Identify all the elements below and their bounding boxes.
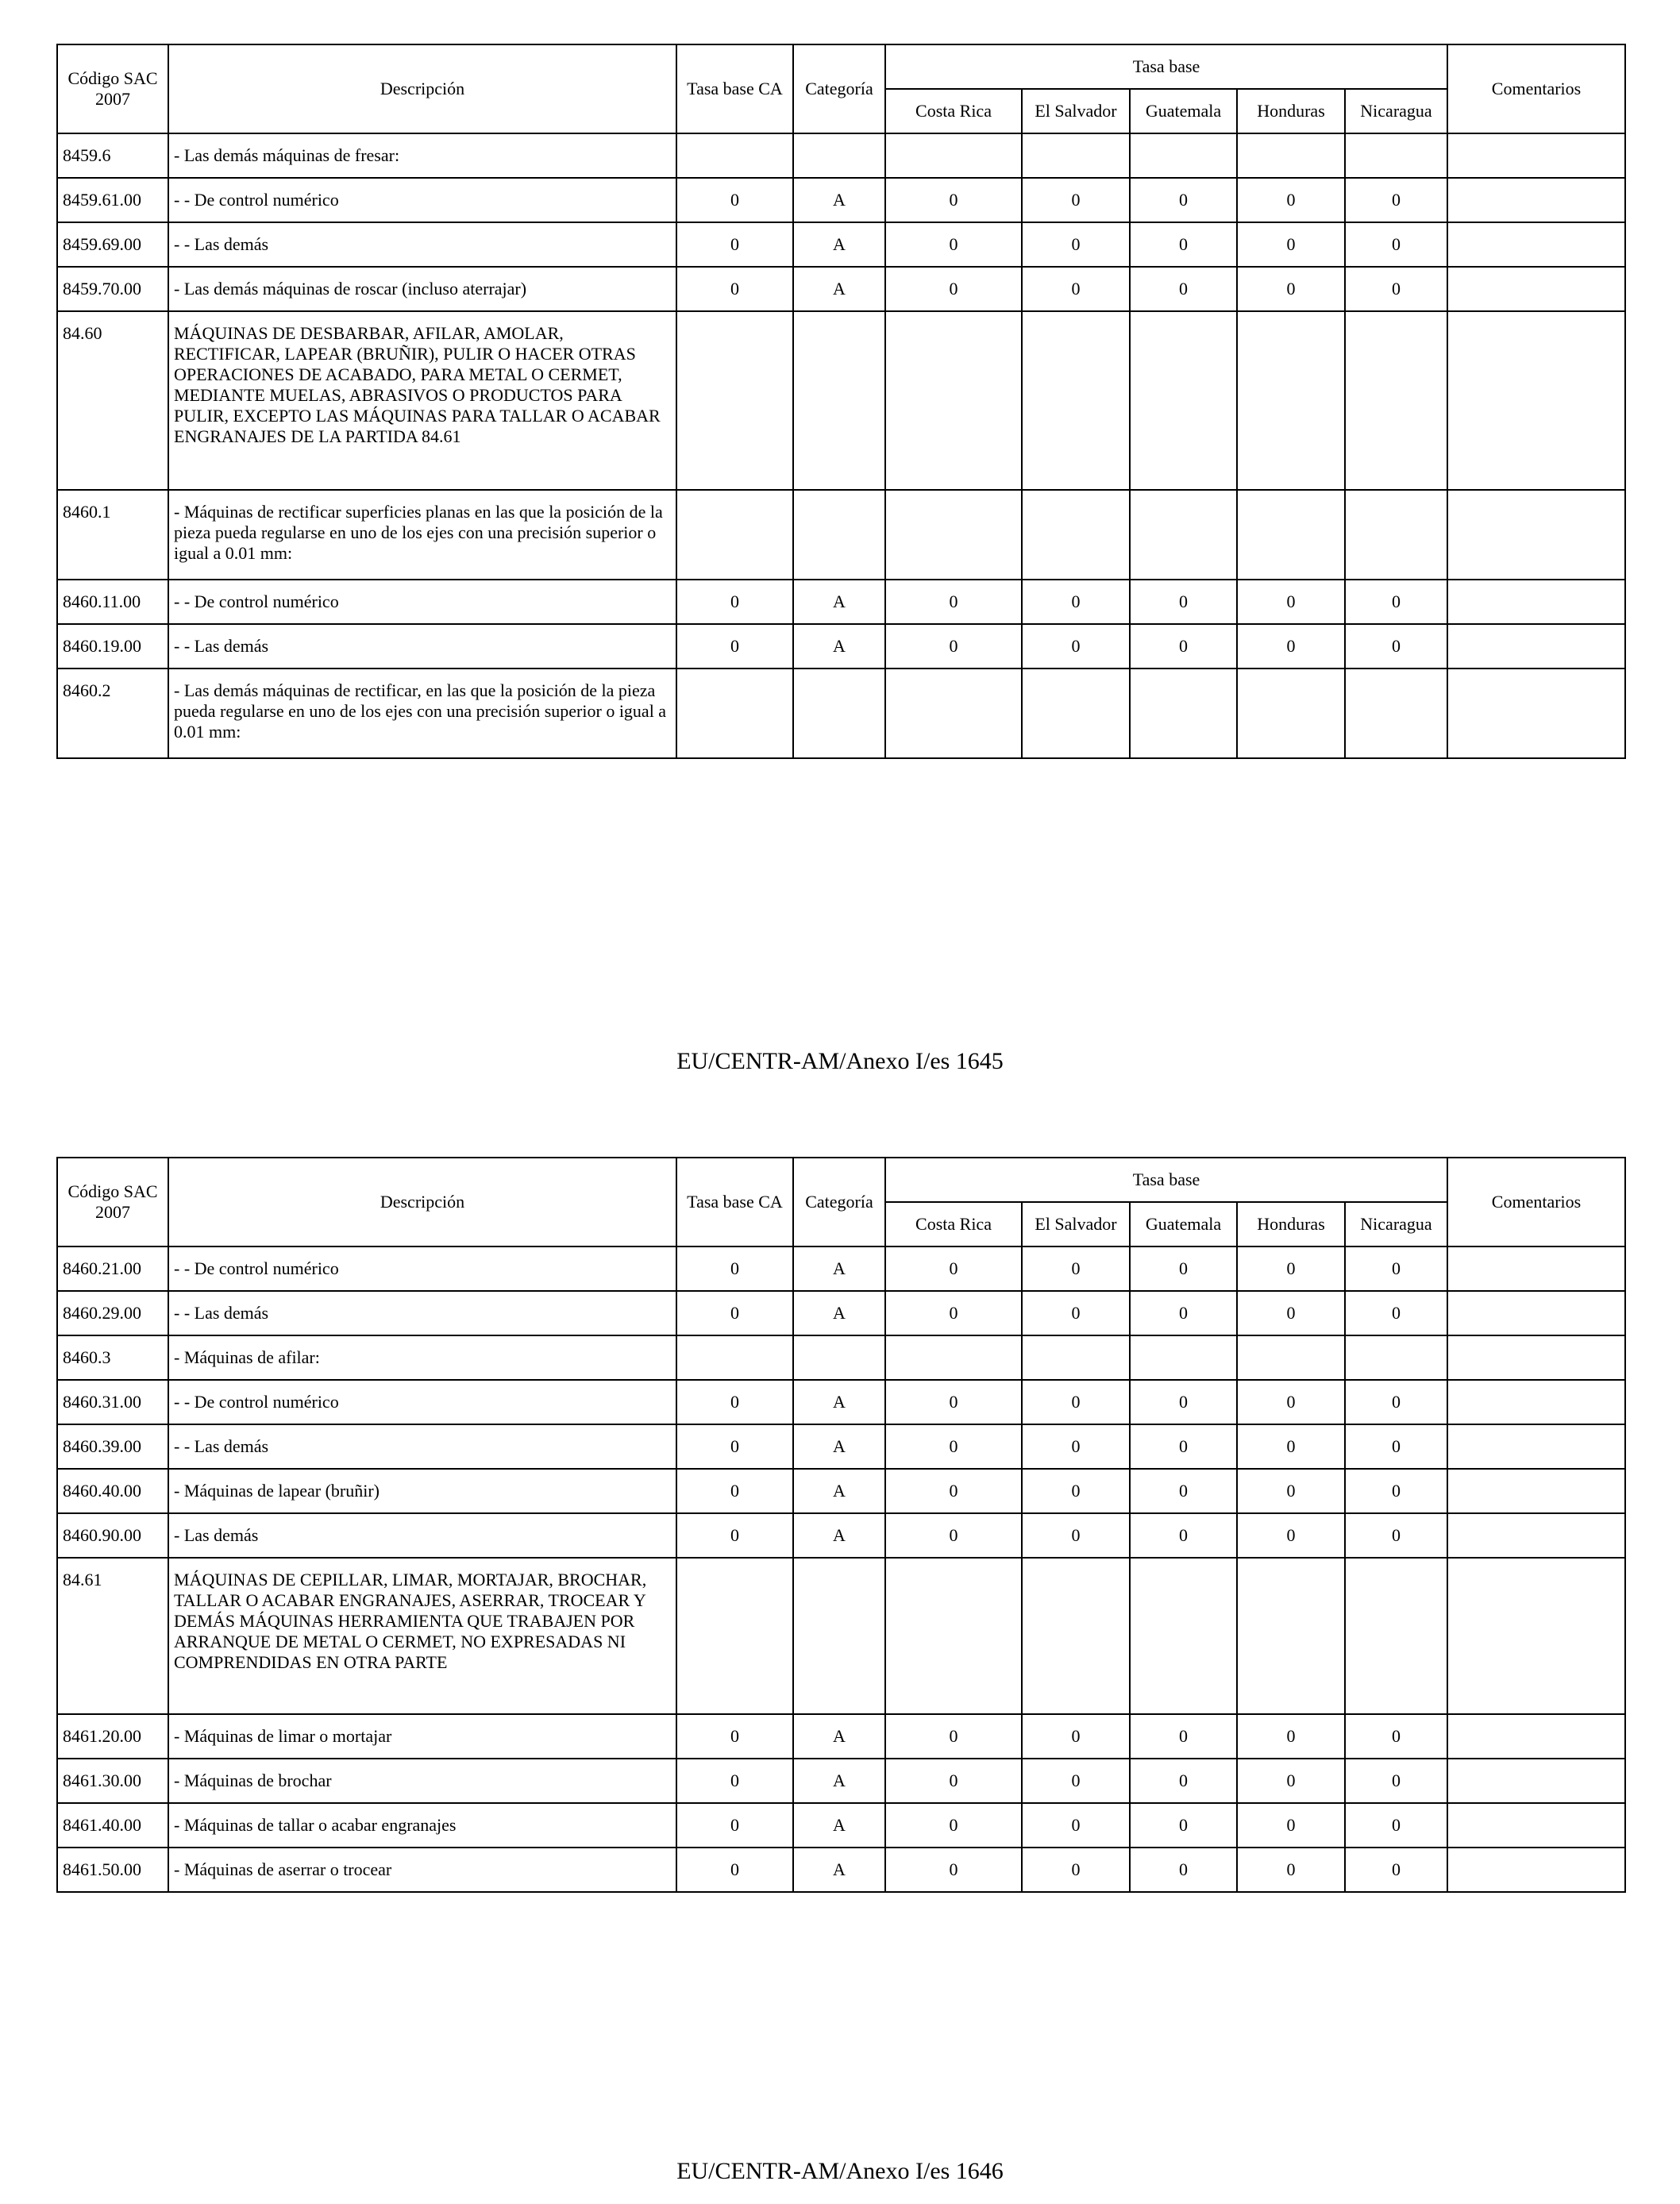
row-base-rate-ca: 0 xyxy=(676,1291,793,1335)
row-code: 8460.1 xyxy=(57,490,168,580)
row-category: A xyxy=(793,1513,885,1558)
row-comments xyxy=(1447,1246,1625,1291)
row-base-rate-ca: 0 xyxy=(676,178,793,222)
row-honduras: 0 xyxy=(1237,1380,1345,1424)
row-description: - Las demás máquinas de fresar: xyxy=(168,133,676,178)
row-el-salvador xyxy=(1022,669,1130,758)
header-base-rate-ca: Tasa base CA xyxy=(676,1158,793,1246)
row-category: A xyxy=(793,1469,885,1513)
row-base-rate-ca xyxy=(676,311,793,490)
row-guatemala xyxy=(1130,1335,1237,1380)
row-el-salvador: 0 xyxy=(1022,178,1130,222)
header-costa-rica: Costa Rica xyxy=(885,1202,1022,1246)
row-honduras xyxy=(1237,669,1345,758)
row-el-salvador xyxy=(1022,490,1130,580)
header-category: Categoría xyxy=(793,1158,885,1246)
row-comments xyxy=(1447,1424,1625,1469)
row-costa-rica: 0 xyxy=(885,1469,1022,1513)
table-row xyxy=(57,1759,1625,1803)
row-base-rate-ca: 0 xyxy=(676,1759,793,1803)
row-costa-rica xyxy=(885,669,1022,758)
row-base-rate-ca: 0 xyxy=(676,1513,793,1558)
row-description: - - Las demás xyxy=(168,222,676,267)
row-description: - Máquinas de afilar: xyxy=(168,1335,676,1380)
row-honduras xyxy=(1237,311,1345,490)
header-honduras: Honduras xyxy=(1237,89,1345,133)
row-costa-rica: 0 xyxy=(885,1803,1022,1848)
row-base-rate-ca: 0 xyxy=(676,1848,793,1892)
row-description: - Máquinas de limar o mortajar xyxy=(168,1714,676,1759)
header-guatemala: Guatemala xyxy=(1130,89,1237,133)
row-comments xyxy=(1447,1380,1625,1424)
row-honduras: 0 xyxy=(1237,1246,1345,1291)
row-costa-rica xyxy=(885,1335,1022,1380)
header-el-salvador: El Salvador xyxy=(1022,1202,1130,1246)
row-costa-rica xyxy=(885,490,1022,580)
row-guatemala xyxy=(1130,669,1237,758)
row-el-salvador: 0 xyxy=(1022,1759,1130,1803)
row-comments xyxy=(1447,1714,1625,1759)
row-code: 8460.21.00 xyxy=(57,1246,168,1291)
row-guatemala: 0 xyxy=(1130,1469,1237,1513)
row-guatemala: 0 xyxy=(1130,580,1237,624)
row-el-salvador: 0 xyxy=(1022,1469,1130,1513)
row-costa-rica: 0 xyxy=(885,222,1022,267)
row-base-rate-ca xyxy=(676,1335,793,1380)
row-nicaragua xyxy=(1345,1558,1447,1714)
row-guatemala: 0 xyxy=(1130,1848,1237,1892)
header-code: Código SAC 2007 xyxy=(57,44,168,133)
row-comments xyxy=(1447,1513,1625,1558)
row-comments xyxy=(1447,1848,1625,1892)
row-category xyxy=(793,669,885,758)
row-comments xyxy=(1447,1759,1625,1803)
row-category: A xyxy=(793,1714,885,1759)
row-description: - - De control numérico xyxy=(168,1246,676,1291)
header-category: Categoría xyxy=(793,44,885,133)
row-code: 84.61 xyxy=(57,1558,168,1714)
row-base-rate-ca: 0 xyxy=(676,1246,793,1291)
row-description: - Máquinas de brochar xyxy=(168,1759,676,1803)
row-el-salvador: 0 xyxy=(1022,1803,1130,1848)
table-row xyxy=(57,1335,1625,1380)
row-code: 8461.20.00 xyxy=(57,1714,168,1759)
row-comments xyxy=(1447,1291,1625,1335)
header-base-rate: Tasa base xyxy=(885,1158,1447,1202)
row-costa-rica: 0 xyxy=(885,1291,1022,1335)
row-honduras: 0 xyxy=(1237,222,1345,267)
row-category xyxy=(793,490,885,580)
row-honduras: 0 xyxy=(1237,1291,1345,1335)
tariff-table-1646 xyxy=(56,1157,1626,1893)
table-row xyxy=(57,267,1625,311)
row-nicaragua xyxy=(1345,311,1447,490)
header-description: Descripción xyxy=(168,44,676,133)
row-code: 8460.19.00 xyxy=(57,624,168,669)
row-honduras xyxy=(1237,490,1345,580)
table-row xyxy=(57,1291,1625,1335)
page-footer-1645: EU/CENTR-AM/Anexo I/es 1645 xyxy=(676,1048,1004,1074)
row-honduras: 0 xyxy=(1237,1424,1345,1469)
row-description: - Máquinas de lapear (bruñir) xyxy=(168,1469,676,1513)
row-costa-rica: 0 xyxy=(885,1714,1022,1759)
row-costa-rica: 0 xyxy=(885,267,1022,311)
row-code: 8460.2 xyxy=(57,669,168,758)
table-row xyxy=(57,1380,1625,1424)
header-honduras: Honduras xyxy=(1237,1202,1345,1246)
row-el-salvador: 0 xyxy=(1022,1424,1130,1469)
row-code: 8459.6 xyxy=(57,133,168,178)
table-row xyxy=(57,490,1625,580)
row-description: - Máquinas de tallar o acabar engranajes xyxy=(168,1803,676,1848)
table-row xyxy=(57,1246,1625,1291)
header-code: Código SAC 2007 xyxy=(57,1158,168,1246)
row-code: 8461.40.00 xyxy=(57,1803,168,1848)
row-description: - - Las demás xyxy=(168,624,676,669)
row-guatemala: 0 xyxy=(1130,1759,1237,1803)
row-description: - - De control numérico xyxy=(168,580,676,624)
table-row xyxy=(57,133,1625,178)
row-category xyxy=(793,1558,885,1714)
table-row xyxy=(57,1513,1625,1558)
row-code: 8460.31.00 xyxy=(57,1380,168,1424)
row-base-rate-ca: 0 xyxy=(676,1803,793,1848)
table-row xyxy=(57,580,1625,624)
row-base-rate-ca xyxy=(676,669,793,758)
table-row-heading xyxy=(57,1558,1625,1714)
row-code: 8460.29.00 xyxy=(57,1291,168,1335)
row-code: 8460.39.00 xyxy=(57,1424,168,1469)
row-el-salvador xyxy=(1022,311,1130,490)
row-costa-rica: 0 xyxy=(885,1246,1022,1291)
row-category: A xyxy=(793,1380,885,1424)
row-category: A xyxy=(793,1424,885,1469)
row-guatemala: 0 xyxy=(1130,1246,1237,1291)
row-code: 8460.11.00 xyxy=(57,580,168,624)
row-costa-rica: 0 xyxy=(885,1424,1022,1469)
row-honduras: 0 xyxy=(1237,624,1345,669)
header-guatemala: Guatemala xyxy=(1130,1202,1237,1246)
row-honduras xyxy=(1237,1335,1345,1380)
row-el-salvador: 0 xyxy=(1022,1513,1130,1558)
row-honduras: 0 xyxy=(1237,1469,1345,1513)
row-el-salvador xyxy=(1022,133,1130,178)
row-nicaragua xyxy=(1345,1335,1447,1380)
row-nicaragua: 0 xyxy=(1345,1803,1447,1848)
row-el-salvador: 0 xyxy=(1022,1380,1130,1424)
row-guatemala: 0 xyxy=(1130,267,1237,311)
row-comments xyxy=(1447,311,1625,490)
row-honduras: 0 xyxy=(1237,1714,1345,1759)
row-el-salvador: 0 xyxy=(1022,580,1130,624)
row-category: A xyxy=(793,1803,885,1848)
row-description: - - De control numérico xyxy=(168,178,676,222)
row-guatemala: 0 xyxy=(1130,1803,1237,1848)
table-row xyxy=(57,624,1625,669)
row-category: A xyxy=(793,580,885,624)
row-base-rate-ca: 0 xyxy=(676,1714,793,1759)
row-code: 8460.3 xyxy=(57,1335,168,1380)
row-base-rate-ca xyxy=(676,133,793,178)
row-honduras: 0 xyxy=(1237,580,1345,624)
row-nicaragua: 0 xyxy=(1345,222,1447,267)
row-category xyxy=(793,311,885,490)
row-base-rate-ca: 0 xyxy=(676,222,793,267)
row-category: A xyxy=(793,624,885,669)
row-code: 8461.50.00 xyxy=(57,1848,168,1892)
row-base-rate-ca xyxy=(676,490,793,580)
row-description: MÁQUINAS DE CEPILLAR, LIMAR, MORTAJAR, BROCHAR, TALLAR O ACABAR ENGRANAJES, ASERRAR, TROCEAR Y DEMÁS MÁQUINAS HERRAMIENTA QUE TRABAJEN POR ARRANQUE DE METAL O CERMET, NO EXPRESADAS NI COMPRENDIDAS EN OTRA PARTE xyxy=(168,1558,676,1714)
table-row xyxy=(57,669,1625,758)
row-description: - Las demás máquinas de roscar (incluso aterrajar) xyxy=(168,267,676,311)
header-el-salvador: El Salvador xyxy=(1022,89,1130,133)
row-costa-rica: 0 xyxy=(885,1759,1022,1803)
row-honduras: 0 xyxy=(1237,1759,1345,1803)
row-category: A xyxy=(793,1848,885,1892)
row-el-salvador xyxy=(1022,1558,1130,1714)
row-category: A xyxy=(793,1246,885,1291)
row-code: 8461.30.00 xyxy=(57,1759,168,1803)
row-honduras: 0 xyxy=(1237,1513,1345,1558)
table-row xyxy=(57,1848,1625,1892)
row-description: - - Las demás xyxy=(168,1291,676,1335)
table-row-heading xyxy=(57,311,1625,490)
row-nicaragua xyxy=(1345,669,1447,758)
row-guatemala xyxy=(1130,1558,1237,1714)
table-row xyxy=(57,222,1625,267)
header-base-rate-ca: Tasa base CA xyxy=(676,44,793,133)
row-el-salvador: 0 xyxy=(1022,1246,1130,1291)
row-guatemala: 0 xyxy=(1130,178,1237,222)
row-el-salvador: 0 xyxy=(1022,624,1130,669)
row-nicaragua: 0 xyxy=(1345,1291,1447,1335)
row-base-rate-ca: 0 xyxy=(676,1380,793,1424)
row-base-rate-ca: 0 xyxy=(676,267,793,311)
row-category: A xyxy=(793,267,885,311)
row-el-salvador: 0 xyxy=(1022,1848,1130,1892)
header-costa-rica: Costa Rica xyxy=(885,89,1022,133)
row-el-salvador: 0 xyxy=(1022,222,1130,267)
row-code: 8460.90.00 xyxy=(57,1513,168,1558)
row-description: - Las demás xyxy=(168,1513,676,1558)
row-nicaragua: 0 xyxy=(1345,178,1447,222)
row-el-salvador: 0 xyxy=(1022,1714,1130,1759)
row-base-rate-ca: 0 xyxy=(676,1424,793,1469)
row-el-salvador: 0 xyxy=(1022,267,1130,311)
row-nicaragua: 0 xyxy=(1345,1469,1447,1513)
table-body xyxy=(57,1246,1625,1892)
row-guatemala: 0 xyxy=(1130,1513,1237,1558)
row-nicaragua xyxy=(1345,133,1447,178)
row-nicaragua: 0 xyxy=(1345,1714,1447,1759)
row-category: A xyxy=(793,1759,885,1803)
row-comments xyxy=(1447,1469,1625,1513)
row-costa-rica xyxy=(885,1558,1022,1714)
row-description: - Las demás máquinas de rectificar, en las que la posición de la pieza pueda regularse en uno de los ejes con una precisión superior o igual a 0.01 mm: xyxy=(168,669,676,758)
row-category xyxy=(793,1335,885,1380)
row-base-rate-ca: 0 xyxy=(676,1469,793,1513)
row-nicaragua: 0 xyxy=(1345,1513,1447,1558)
row-el-salvador xyxy=(1022,1335,1130,1380)
row-nicaragua: 0 xyxy=(1345,1380,1447,1424)
row-comments xyxy=(1447,1558,1625,1714)
row-category: A xyxy=(793,178,885,222)
row-costa-rica: 0 xyxy=(885,1513,1022,1558)
page-footer-1646: EU/CENTR-AM/Anexo I/es 1646 xyxy=(676,2158,1004,2184)
row-costa-rica xyxy=(885,133,1022,178)
row-code: 8459.69.00 xyxy=(57,222,168,267)
row-guatemala: 0 xyxy=(1130,1380,1237,1424)
row-nicaragua: 0 xyxy=(1345,1759,1447,1803)
header-comments: Comentarios xyxy=(1447,1158,1625,1246)
table-row xyxy=(57,1469,1625,1513)
row-category: A xyxy=(793,1291,885,1335)
row-honduras: 0 xyxy=(1237,178,1345,222)
row-comments xyxy=(1447,133,1625,178)
row-nicaragua xyxy=(1345,490,1447,580)
row-nicaragua: 0 xyxy=(1345,1424,1447,1469)
row-guatemala: 0 xyxy=(1130,1291,1237,1335)
row-costa-rica: 0 xyxy=(885,178,1022,222)
row-base-rate-ca xyxy=(676,1558,793,1714)
row-comments xyxy=(1447,222,1625,267)
row-comments xyxy=(1447,178,1625,222)
row-description: - Máquinas de aserrar o trocear xyxy=(168,1848,676,1892)
row-description: - Máquinas de rectificar superficies planas en las que la posición de la pieza pueda regularse en uno de los ejes con una precisión superior o igual a 0.01 mm: xyxy=(168,490,676,580)
row-guatemala: 0 xyxy=(1130,624,1237,669)
row-nicaragua: 0 xyxy=(1345,624,1447,669)
table-row xyxy=(57,1714,1625,1759)
row-category xyxy=(793,133,885,178)
row-code: 8459.70.00 xyxy=(57,267,168,311)
row-code: 84.60 xyxy=(57,311,168,490)
row-nicaragua: 0 xyxy=(1345,267,1447,311)
row-base-rate-ca: 0 xyxy=(676,624,793,669)
row-comments xyxy=(1447,490,1625,580)
row-guatemala xyxy=(1130,311,1237,490)
header-nicaragua: Nicaragua xyxy=(1345,89,1447,133)
row-description: - - Las demás xyxy=(168,1424,676,1469)
table-row xyxy=(57,1803,1625,1848)
row-base-rate-ca: 0 xyxy=(676,580,793,624)
row-guatemala xyxy=(1130,490,1237,580)
row-honduras xyxy=(1237,1558,1345,1714)
row-honduras: 0 xyxy=(1237,1803,1345,1848)
row-honduras xyxy=(1237,133,1345,178)
table-body xyxy=(57,133,1625,758)
row-description: - - De control numérico xyxy=(168,1380,676,1424)
row-costa-rica: 0 xyxy=(885,580,1022,624)
tariff-table-1645 xyxy=(56,44,1626,759)
row-costa-rica xyxy=(885,311,1022,490)
row-costa-rica: 0 xyxy=(885,1848,1022,1892)
row-description: MÁQUINAS DE DESBARBAR, AFILAR, AMOLAR, RECTIFICAR, LAPEAR (BRUÑIR), PULIR O HACER OTRAS OPERACIONES DE ACABADO, PARA METAL O CERMET, MEDIANTE MUELAS, ABRASIVOS O PRODUCTOS PARA PULIR, EXCEPTO LAS MÁQUINAS PARA TALLAR O ACABAR ENGRANAJES DE LA PARTIDA 84.61 xyxy=(168,311,676,490)
row-nicaragua: 0 xyxy=(1345,580,1447,624)
row-code: 8459.61.00 xyxy=(57,178,168,222)
row-honduras: 0 xyxy=(1237,1848,1345,1892)
header-base-rate: Tasa base xyxy=(885,44,1447,89)
row-costa-rica: 0 xyxy=(885,1380,1022,1424)
table-row xyxy=(57,1424,1625,1469)
row-nicaragua: 0 xyxy=(1345,1246,1447,1291)
row-nicaragua: 0 xyxy=(1345,1848,1447,1892)
header-nicaragua: Nicaragua xyxy=(1345,1202,1447,1246)
header-description: Descripción xyxy=(168,1158,676,1246)
row-guatemala: 0 xyxy=(1130,1424,1237,1469)
row-comments xyxy=(1447,624,1625,669)
row-comments xyxy=(1447,1335,1625,1380)
header-comments: Comentarios xyxy=(1447,44,1625,133)
row-comments xyxy=(1447,267,1625,311)
table-row xyxy=(57,178,1625,222)
row-guatemala xyxy=(1130,133,1237,178)
row-category: A xyxy=(793,222,885,267)
row-guatemala: 0 xyxy=(1130,1714,1237,1759)
row-guatemala: 0 xyxy=(1130,222,1237,267)
row-comments xyxy=(1447,669,1625,758)
row-code: 8460.40.00 xyxy=(57,1469,168,1513)
row-costa-rica: 0 xyxy=(885,624,1022,669)
row-el-salvador: 0 xyxy=(1022,1291,1130,1335)
row-honduras: 0 xyxy=(1237,267,1345,311)
row-comments xyxy=(1447,1803,1625,1848)
row-comments xyxy=(1447,580,1625,624)
